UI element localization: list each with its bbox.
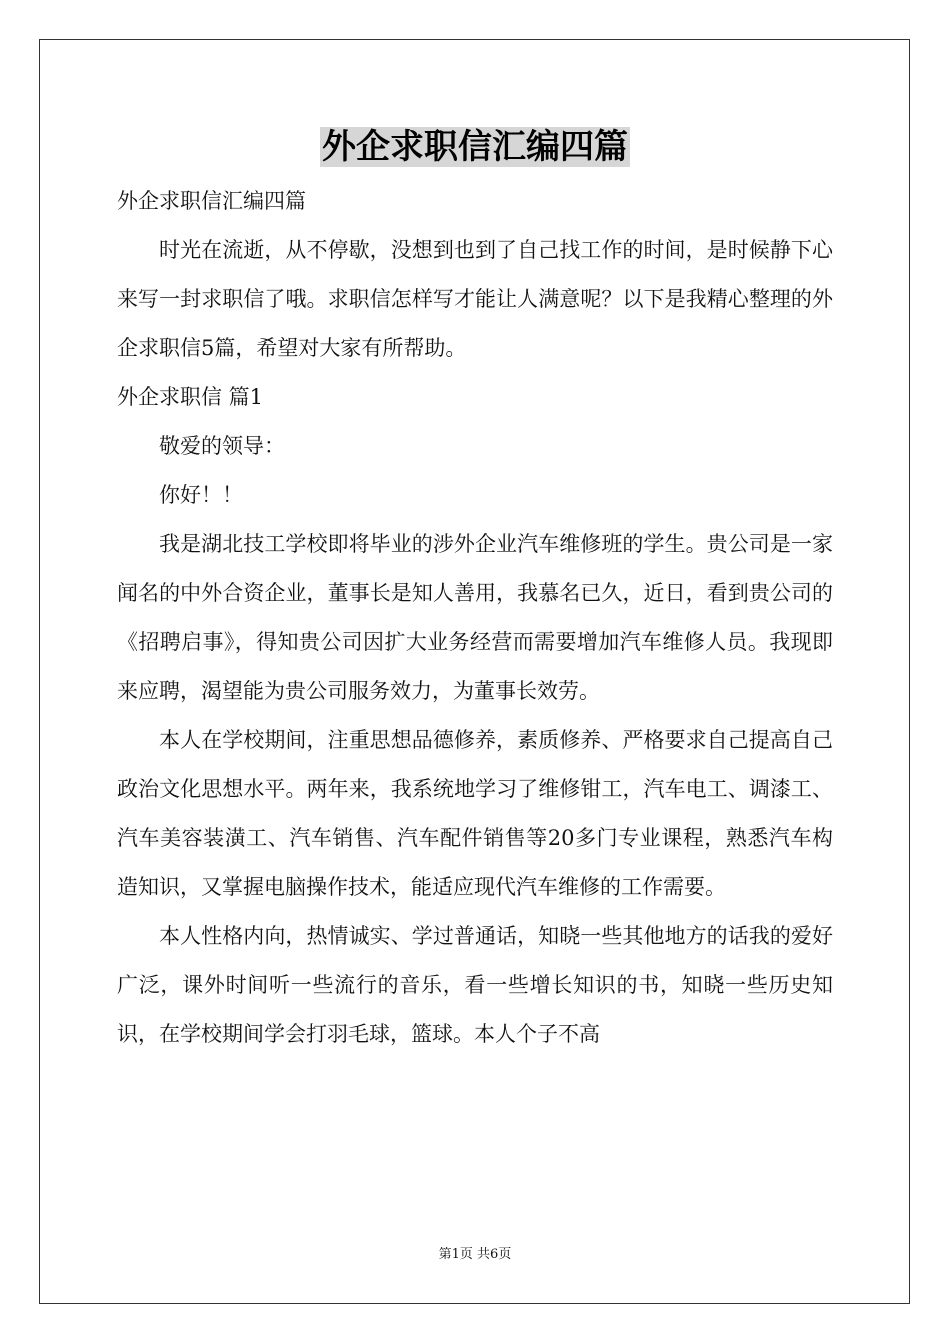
page-footer [0, 1243, 950, 1262]
section-heading: 外企求职信 篇1 [117, 385, 264, 409]
page-number: 第1页 共6页 [438, 1247, 512, 1262]
document-body [117, 177, 833, 1059]
body-paragraph: 本人在学校期间，注重思想品德修养，素质修养、严格要求自己提高自己政治文化思想水平。两年来，我系统地学习了维修钳工，汽车电工、调漆工、汽车美容装潢工、汽车销售、汽车配件销售等20多门专业课程，熟悉汽车构造知识，又掌握电脑操作技术，能适应现代汽车维修的工作需要。 [117, 728, 833, 899]
body-paragraph: 本人性格内向，热情诚实、学过普通话，知晓一些其他地方的话我的爱好广泛，课外时间听一些流行的音乐，看一些增长知识的书，知晓一些历史知识，在学校期间学会打羽毛球，篮球。本人个子不高 [117, 924, 833, 1046]
document-title-text: 外企求职信汇编四篇 [322, 127, 628, 167]
document-subtitle: 外企求职信汇编四篇 [117, 189, 306, 213]
body-paragraph: 我是湖北技工学校即将毕业的涉外企业汽车维修班的学生。贵公司是一家闻名的中外合资企业，董事长是知人善用，我慕名已久，近日，看到贵公司的《招聘启事》，得知贵公司因扩大业务经营而需要增加汽车维修人员。我现即来应聘，渴望能为贵公司服务效力，为董事长效劳。 [117, 532, 833, 703]
salutation: 敬爱的领导： [159, 434, 285, 458]
intro-paragraph: 时光在流逝，从不停歇，没想到也到了自己找工作的时间，是时候静下心来写一封求职信了哦。求职信怎样写才能让人满意呢？以下是我精心整理的外企求职信5篇，希望对大家有所帮助。 [117, 238, 833, 360]
document-title [0, 125, 950, 169]
greeting: 你好！！ [159, 483, 243, 507]
